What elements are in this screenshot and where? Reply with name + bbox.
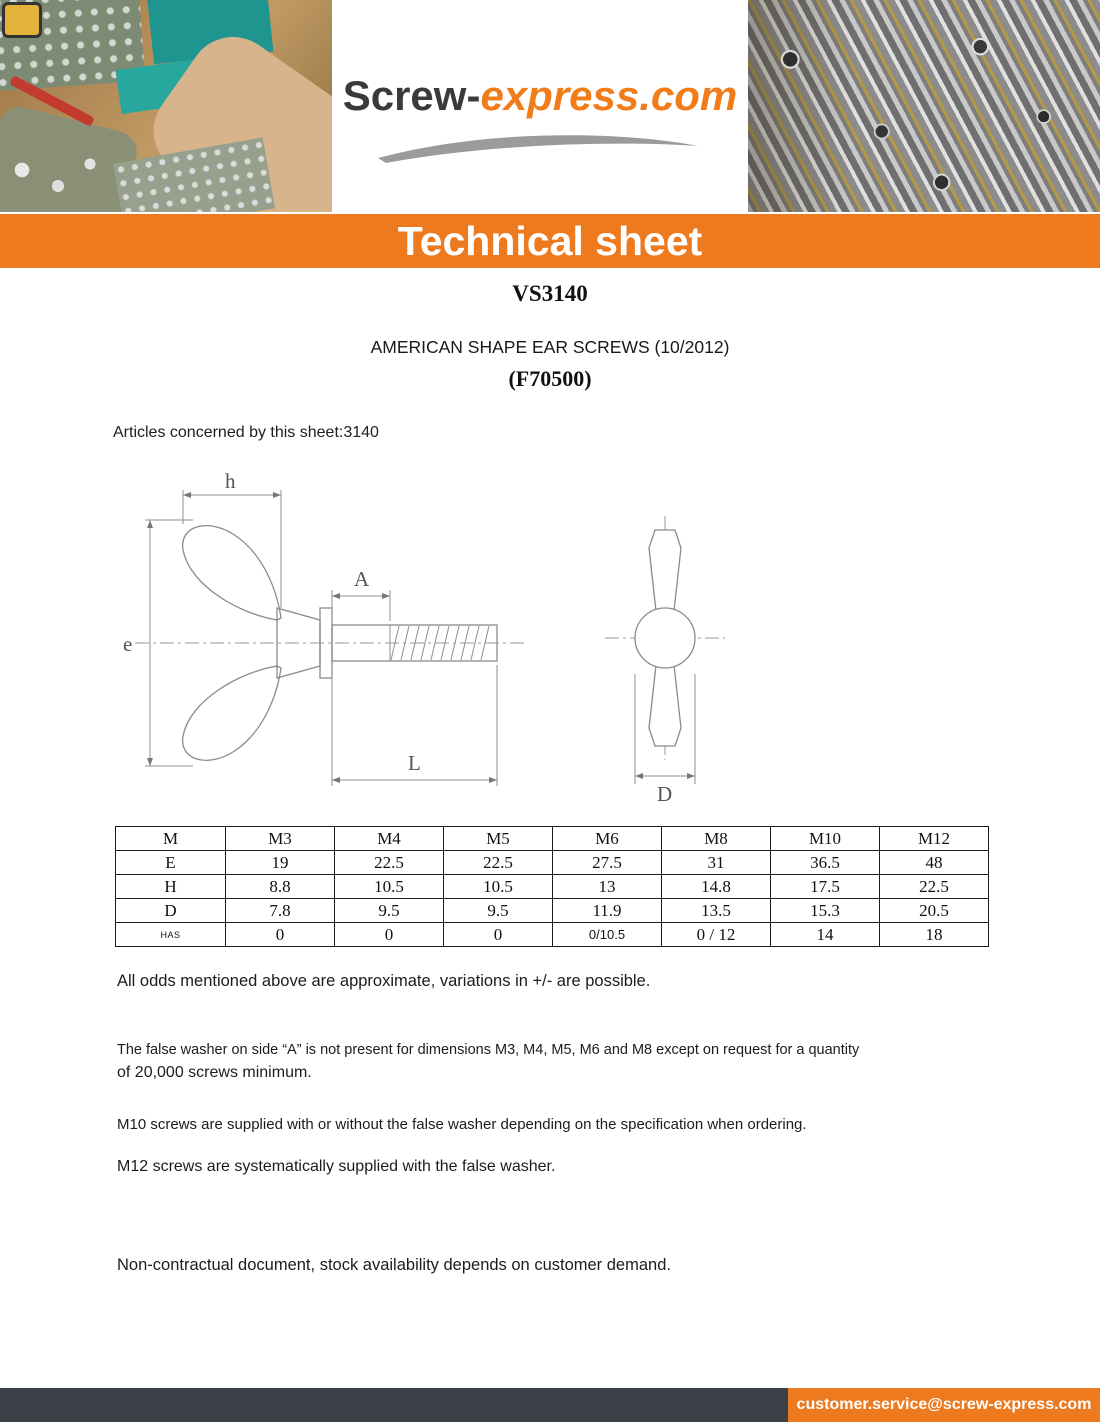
table-cell: 0 [444, 923, 553, 947]
table-cell: 22.5 [335, 851, 444, 875]
header-photo-screws [748, 0, 1100, 212]
table-cell: 10.5 [444, 875, 553, 899]
table-row [116, 899, 989, 923]
photo-decor [748, 0, 1100, 212]
table-cell: 7.8 [226, 899, 335, 923]
dim-label-a: A [354, 567, 370, 591]
table-cell: 15.3 [771, 899, 880, 923]
table-cell: M [116, 827, 226, 851]
table-cell: 19 [226, 851, 335, 875]
table-cell: 0 [226, 923, 335, 947]
logo-text-primary: Screw- [342, 72, 481, 119]
table-cell: 13 [553, 875, 662, 899]
table-cell: 10.5 [335, 875, 444, 899]
photo-decor [2, 148, 114, 210]
document-reference: (F70500) [508, 366, 592, 391]
note-false-washer-line2: of 20,000 screws minimum. [117, 1064, 312, 1081]
note-m10: M10 screws are supplied with or without the false washer depending on the specification when ordering. [117, 1116, 807, 1133]
table-cell: 18 [880, 923, 989, 947]
note-false-washer [117, 1042, 947, 1082]
table-cell: 22.5 [444, 851, 553, 875]
table-cell: 36.5 [771, 851, 880, 875]
table-cell: 9.5 [335, 899, 444, 923]
table-cell: M8 [662, 827, 771, 851]
table-row [116, 851, 989, 875]
table-row [116, 827, 989, 851]
table-cell: 0 [335, 923, 444, 947]
dim-label-d: D [657, 782, 673, 804]
table-cell: M10 [771, 827, 880, 851]
table-cell: 8.8 [226, 875, 335, 899]
table-cell: H [116, 875, 226, 899]
table-row [116, 923, 989, 947]
note-m12: M12 screws are systematically supplied with the false washer. [117, 1158, 556, 1175]
dim-label-e: e [123, 632, 133, 656]
table-row [116, 875, 989, 899]
table-cell: E [116, 851, 226, 875]
footer-email[interactable]: customer.service@screw-express.com [788, 1388, 1100, 1422]
table-cell: M4 [335, 827, 444, 851]
document-title: AMERICAN SHAPE EAR SCREWS (10/2012) [370, 337, 730, 357]
logo [332, 0, 748, 212]
table-cell: 11.9 [553, 899, 662, 923]
table-cell: 0 / 12 [662, 923, 771, 947]
table-cell: 20.5 [880, 899, 989, 923]
articles-line: Articles concerned by this sheet:3140 [113, 424, 379, 441]
table-cell: M5 [444, 827, 553, 851]
footer-spacer [0, 1388, 788, 1422]
table-cell: 31 [662, 851, 771, 875]
table-cell: HAS [116, 923, 226, 947]
table-cell: 14.8 [662, 875, 771, 899]
table-cell: 13.5 [662, 899, 771, 923]
note-non-contractual: Non-contractual document, stock availability depends on customer demand. [117, 1256, 671, 1274]
table-cell: 9.5 [444, 899, 553, 923]
note-approximate: All odds mentioned above are approximate, variations in +/- are possible. [117, 972, 651, 990]
logo-text-secondary: express.com [480, 72, 738, 119]
document-code: VS3140 [512, 281, 588, 306]
logo-swoosh [372, 134, 702, 164]
note-false-washer-line1: The false washer on side “A” is not present for dimensions M3, M4, M5, M6 and M8 except on request for a quantity [117, 1042, 860, 1058]
table-cell: M3 [226, 827, 335, 851]
photo-decor [2, 2, 42, 38]
header-photo-workbench [0, 0, 332, 212]
drawing-front-view [605, 516, 725, 804]
table-cell: D [116, 899, 226, 923]
dim-label-h: h [225, 469, 236, 493]
table-cell: 0/10.5 [553, 923, 662, 947]
table-cell: 22.5 [880, 875, 989, 899]
spec-table [115, 826, 989, 947]
photo-decor [113, 137, 275, 212]
footer [0, 1388, 1100, 1422]
table-cell: 27.5 [553, 851, 662, 875]
table-cell: 48 [880, 851, 989, 875]
table-cell: M6 [553, 827, 662, 851]
logo-text [343, 72, 738, 120]
table-cell: 14 [771, 923, 880, 947]
dim-label-l: L [408, 751, 421, 775]
banner-title: Technical sheet [0, 214, 1100, 268]
table-cell: 17.5 [771, 875, 880, 899]
drawing-side-view [123, 469, 525, 786]
header [0, 0, 1100, 212]
table-cell: M12 [880, 827, 989, 851]
technical-drawing [105, 468, 805, 804]
